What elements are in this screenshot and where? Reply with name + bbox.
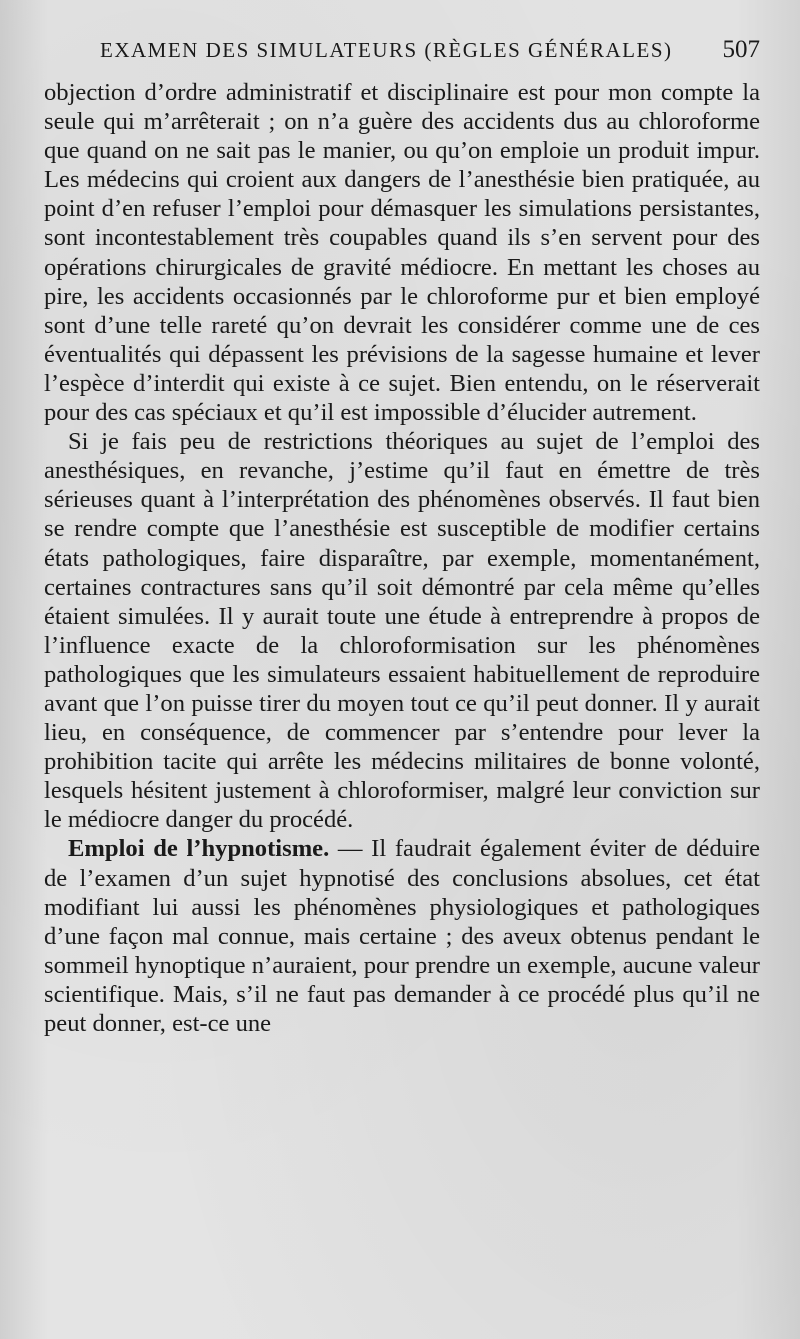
paragraph-text: objection d’ordre administratif et disciplinaire est pour mon compte la seule qui m’arrêterait ; on n’a guère des accidents dus au chloroforme que quand on ne sait pas le manier, ou qu’on emploie un produit impur. Les médecins qui croient aux dangers de l’anesthésie bien pratiquée, au point d’en refuser l’emploi pour démasquer les simulations persistantes, sont incontestablement très coupables quand ils s’en servent pour des opérations chirurgicales de gravité médiocre. En mettant les choses au pire, les accidents occasionnés par le chloroforme pur et bien employé sont d’une telle rareté qu’on devrait les considérer comme une de ces éventualités qui dépassent les prévisions de la sagesse humaine et lever l’espèce d’interdit qui existe à ce sujet. Bien entendu, on le réserverait pour des cas spéciaux et qu’il est impossible d’élucider autrement. — [44, 79, 760, 427]
paragraph-anesthesia-restrictions — [44, 427, 760, 834]
body-text — [44, 78, 760, 1038]
paragraph-text: — Il faudrait également éviter de déduire de l’examen d’un sujet hypnotisé des conclusions absolues, cet état modifiant lui aussi les phénomènes physiologiques et pathologiques d’une façon mal connue, mais certaine ; des aveux obtenus pendant le sommeil hynoptique n’auraient, pour prendre un exemple, aucune valeur scientifique. Mais, s’il ne faut pas demander à ce procédé plus qu’il ne peut donner, est-ce une — [44, 835, 760, 1037]
paragraph-hypnotism — [44, 834, 760, 1038]
running-head-title: EXAMEN DES SIMULATEURS (RÈGLES GÉNÉRALES) — [100, 38, 673, 62]
section-run-in-heading: Emploi de l’hypnotisme. — [68, 835, 330, 863]
paragraph-text: Si je fais peu de restrictions théoriques au sujet de l’emploi des anesthésiques, en revanche, j’estime qu’il faut en émettre de très sérieuses quant à l’interprétation des phénomènes observés. Il faut bien se rendre compte que l’anesthésie est susceptible de modifier certains états pathologiques, faire disparaître, par exemple, momentanément, certaines contractures sans qu’il soit démontré par cela même qu’elles étaient simulées. Il y aurait toute une étude à entreprendre à propos de l’influence exacte de la chloroformisation sur les phénomènes pathologiques que les simulateurs essaient habituellement de reproduire avant que l’on puisse tirer du moyen tout ce qu’il peut donner. Il y aurait lieu, en conséquence, de commencer par s’entendre pour lever la prohibition tacite qui arrête les médecins militaires de bonne volonté, lesquels hésitent justement à chloroformiser, malgré leur conviction sur le médiocre danger du procédé. — [44, 428, 760, 834]
page-number: 507 — [722, 36, 760, 63]
running-head — [44, 36, 760, 66]
paragraph-continuation — [44, 78, 760, 427]
